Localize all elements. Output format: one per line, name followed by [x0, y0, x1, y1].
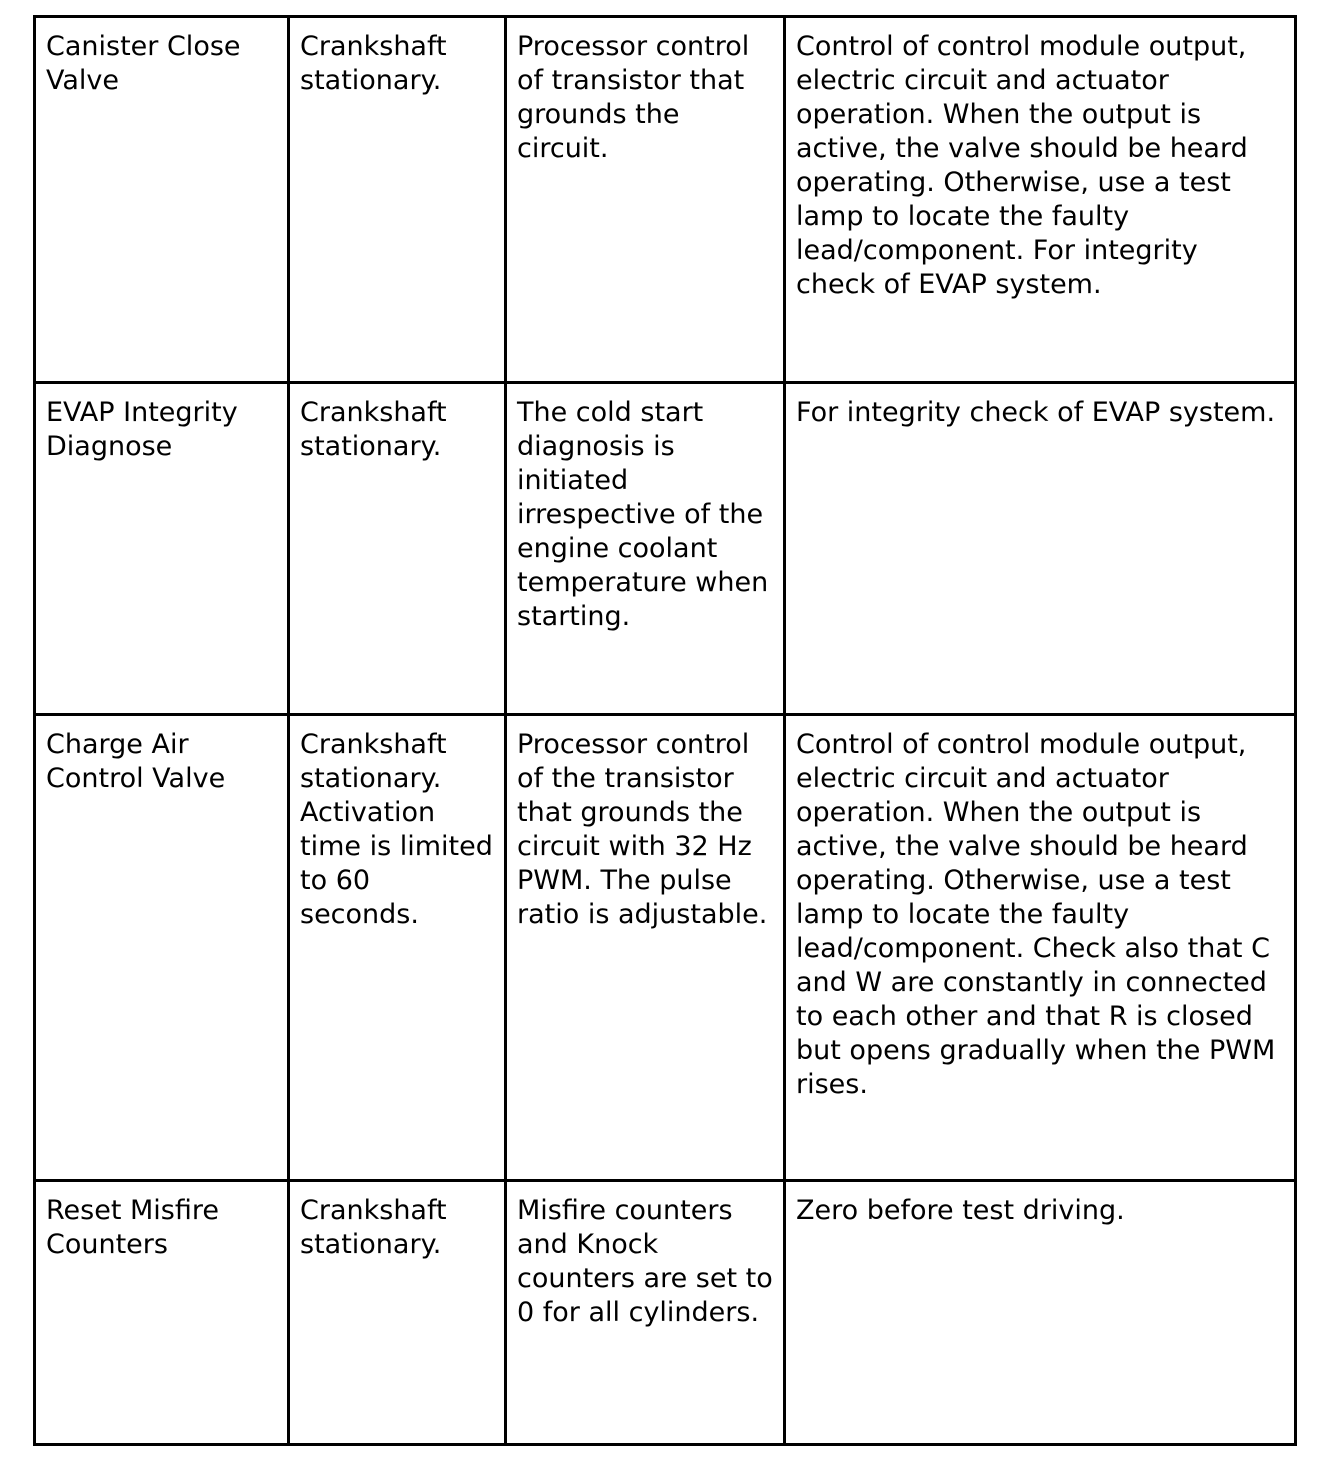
operation-cell: Processor control of the transistor that grounds the circuit with 32 Hz PWM. The pulse ratio is adjustable. [506, 715, 785, 1181]
function-cell: Canister Close Valve [35, 17, 289, 383]
condition-cell: Crankshaft stationary. [289, 383, 506, 715]
purpose-cell: Control of control module output, electric circuit and actuator operation. When the output is active, the valve should be heard operating. Otherwise, use a test lamp to locate the faulty lead/component. For integrity check of EVAP system. [785, 17, 1296, 383]
diagnostic-table [33, 15, 1297, 1446]
operation-cell: The cold start diagnosis is initiated irrespective of the engine coolant temperature when starting. [506, 383, 785, 715]
condition-cell: Crankshaft stationary. [289, 1181, 506, 1445]
operation-cell: Processor control of transistor that grounds the circuit. [506, 17, 785, 383]
table-row [35, 1181, 1296, 1445]
condition-cell: Crankshaft stationary. Activation time is limited to 60 seconds. [289, 715, 506, 1181]
purpose-cell: For integrity check of EVAP system. [785, 383, 1296, 715]
table-row [35, 715, 1296, 1181]
operation-cell: Misfire counters and Knock counters are set to 0 for all cylinders. [506, 1181, 785, 1445]
table-row [35, 17, 1296, 383]
table-row [35, 383, 1296, 715]
function-cell: Reset Misfire Counters [35, 1181, 289, 1445]
function-cell: EVAP Integrity Diagnose [35, 383, 289, 715]
condition-cell: Crankshaft stationary. [289, 17, 506, 383]
purpose-cell: Control of control module output, electric circuit and actuator operation. When the output is active, the valve should be heard operating. Otherwise, use a test lamp to locate the faulty lead/component. Check also that C and W are constantly in connected to each other and that R is closed but opens gradually when the PWM rises. [785, 715, 1296, 1181]
function-cell: Charge Air Control Valve [35, 715, 289, 1181]
purpose-cell: Zero before test driving. [785, 1181, 1296, 1445]
